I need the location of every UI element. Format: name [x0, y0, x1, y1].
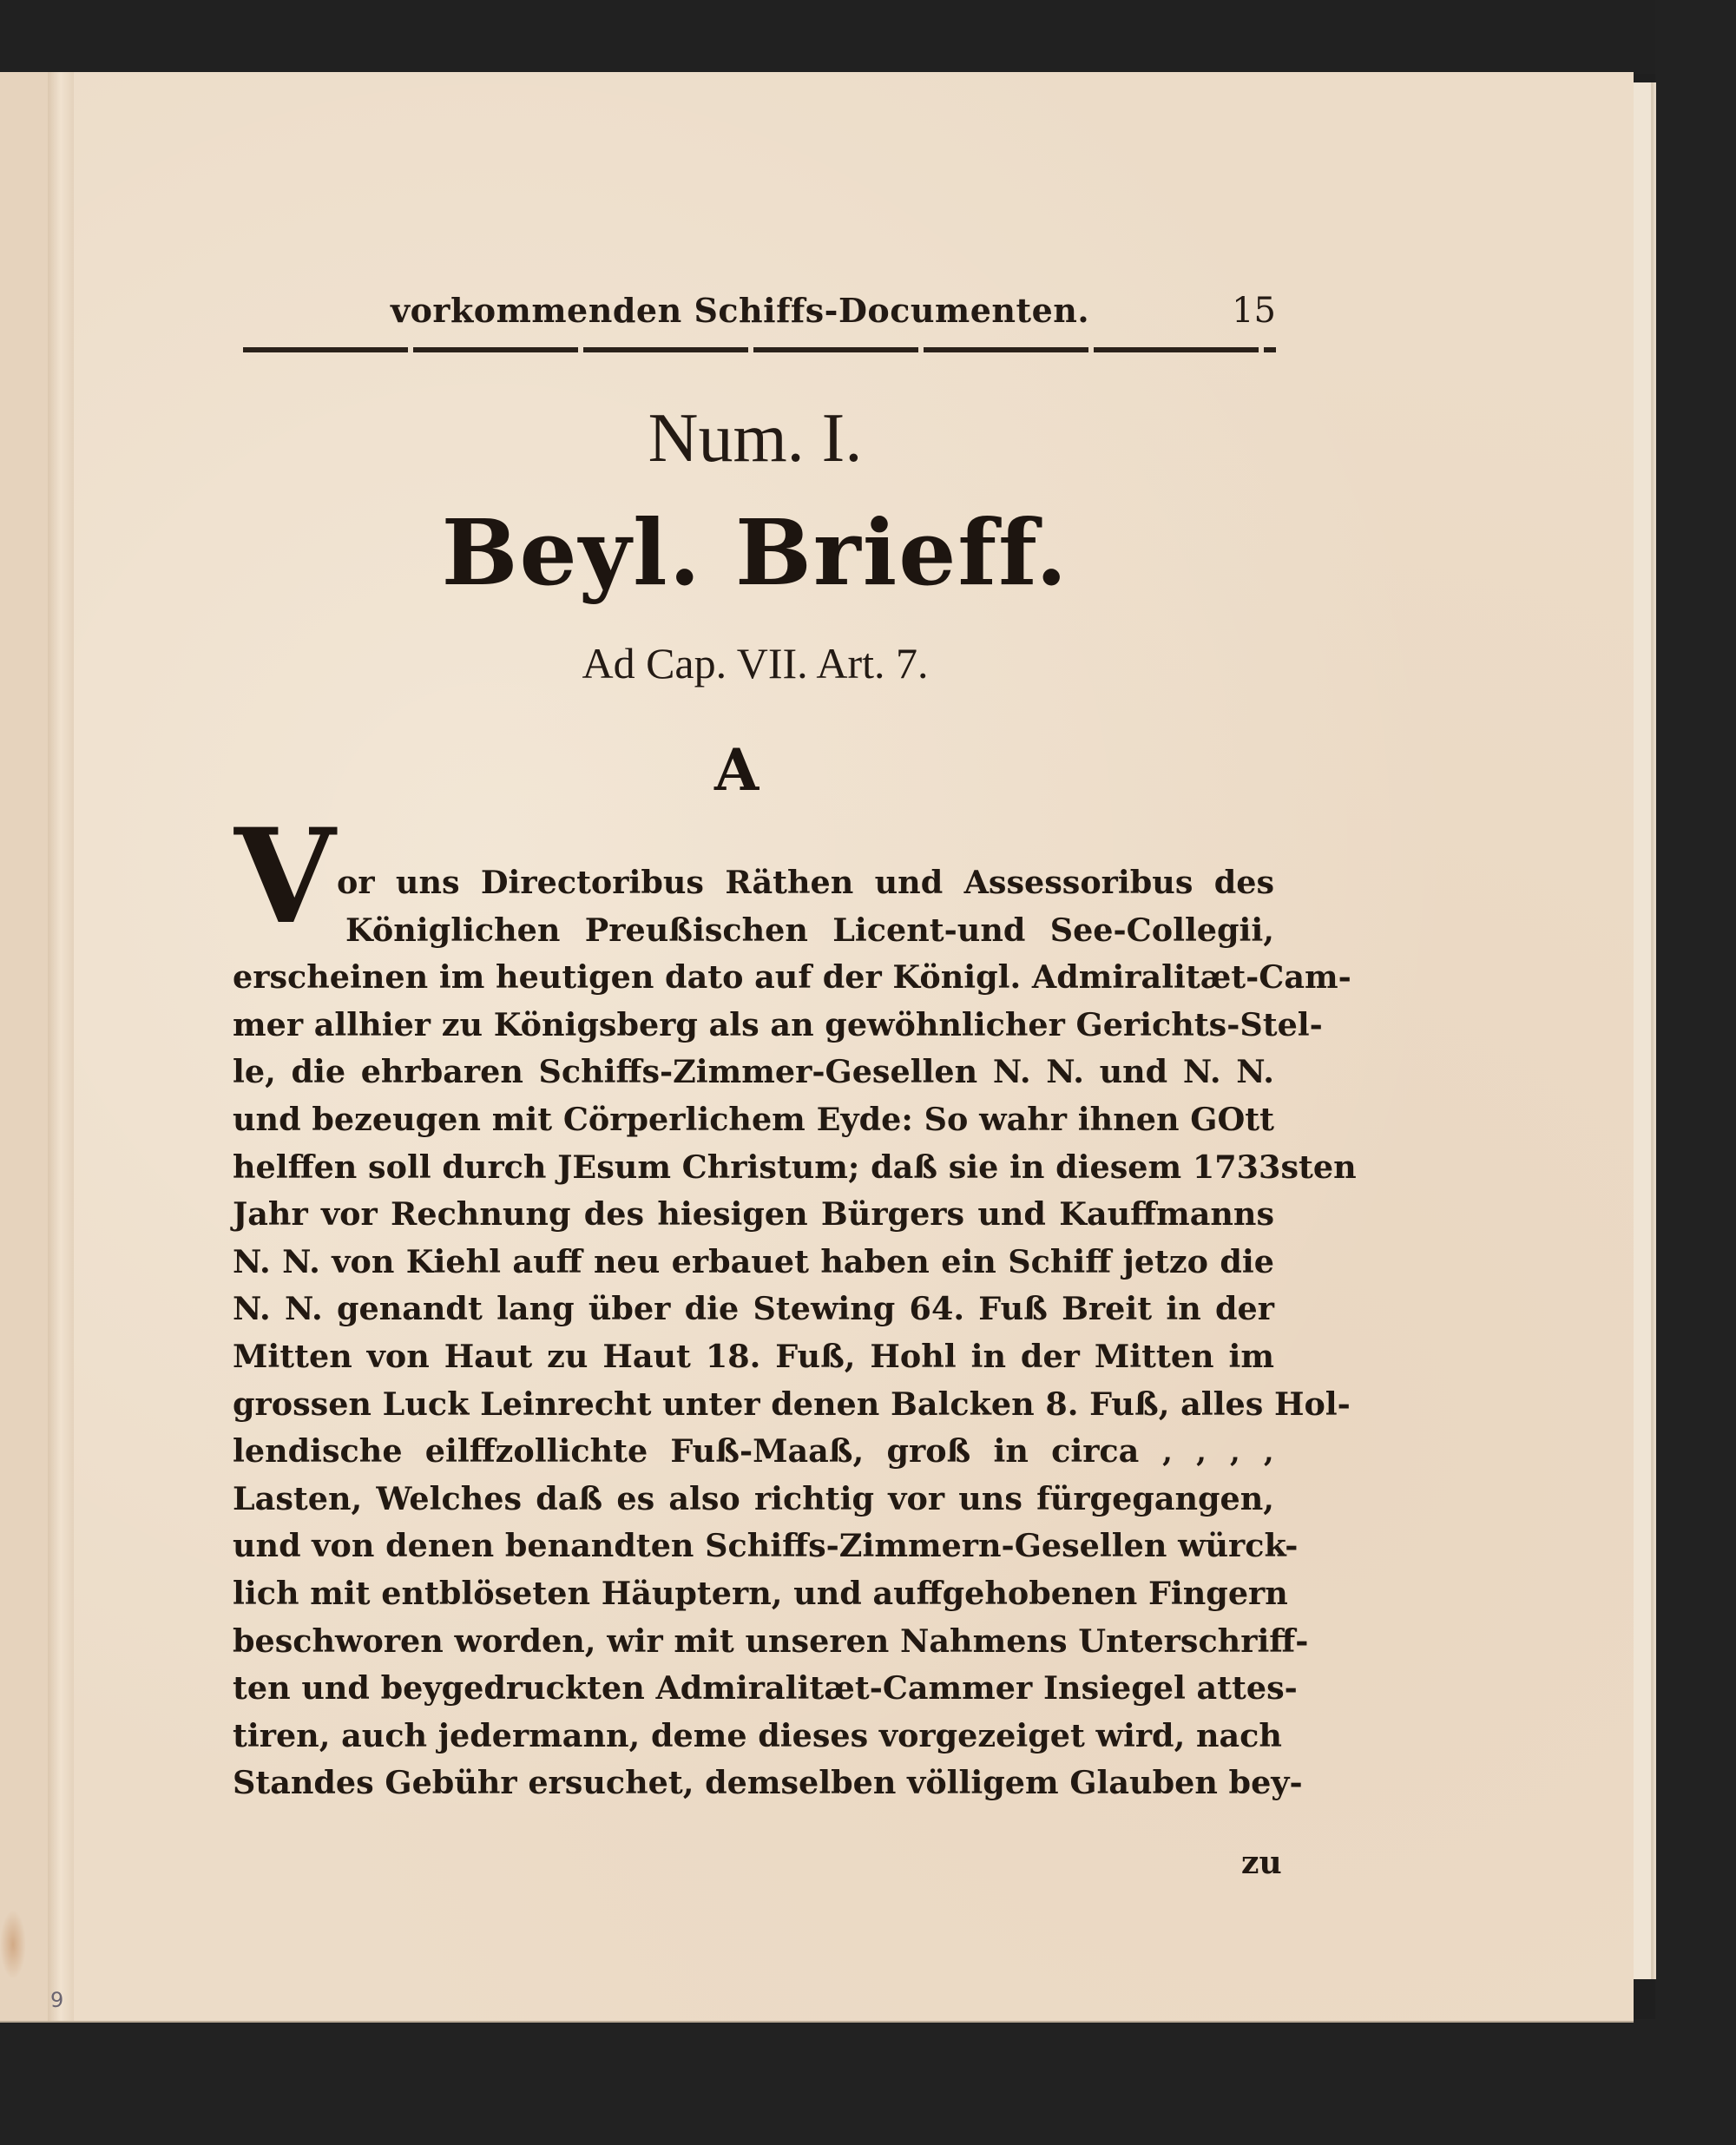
text-line: Königlichen Preußischen Licent-und See-Collegii,	[345, 911, 1274, 949]
scan-backdrop-top	[0, 0, 1736, 74]
text-line: lendische eilffzollichte Fuß-Maaß, groß in circa ‚ ‚ ‚ ‚	[233, 1432, 1274, 1471]
catchword: zu	[1241, 1845, 1282, 1881]
text-line: grossen Luck Leinrecht unter denen Balcken 8. Fuß, alles Hol-	[233, 1385, 1351, 1423]
header-rule	[243, 347, 1276, 352]
document-title: Beyl. Brieff.	[441, 499, 1069, 606]
text-line: lich mit entblöseten Häuptern, und auffgehobenen Fingern	[233, 1574, 1288, 1612]
running-head	[243, 291, 1285, 343]
text-line: und von denen benandten Schiffs-Zimmern-Gesellen würck-	[233, 1527, 1299, 1565]
page-number: 15	[1232, 291, 1276, 331]
document-number: Num. I.	[648, 400, 863, 477]
text-line: helffen soll durch JEsum Christum; daß sie in diesem 1733sten	[233, 1148, 1357, 1186]
text-line: N. N. von Kiehl auff neu erbauet haben ein Schiff jetzo die	[233, 1242, 1274, 1280]
text-line: Jahr vor Rechnung des hiesigen Bürgers und Kauffmanns	[233, 1195, 1274, 1234]
text-line: Lasten, Welches daß es also richtig vor uns fürgegangen,	[233, 1479, 1274, 1517]
text-line: N. N. genandt lang über die Stewing 64. Fuß Breit in der	[233, 1290, 1274, 1328]
scan-backdrop-bottom	[0, 2019, 1736, 2145]
text-line: le, die ehrbaren Schiffs-Zimmer-Gesellen N. N. und N. N.	[233, 1053, 1274, 1091]
foxing-stain	[0, 1910, 26, 1979]
section-letter: A	[714, 736, 760, 804]
text-line: mer allhier zu Königsberg als an gewöhnlicher Gerichts-Stel-	[233, 1005, 1323, 1043]
facing-page-edge	[0, 72, 48, 2021]
text-line: Standes Gebühr ersuchet, demselben völligem Glauben bey-	[233, 1764, 1303, 1802]
drop-cap: V	[234, 800, 336, 953]
text-line: tiren, auch jedermann, deme dieses vorgezeiget wird, nach	[233, 1716, 1282, 1754]
text-line: erscheinen im heutigen dato auf der Königl. Admiralitæt-Cam-	[233, 958, 1351, 997]
text-line: or uns Directoribus Räthen und Assessoribus des	[337, 864, 1274, 901]
text-line: und bezeugen mit Cörperlichem Eyde: So wahr ihnen GOtt	[233, 1100, 1274, 1138]
text-line: ten und beygedruckten Admiralitæt-Cammer Insiegel attes-	[233, 1669, 1298, 1707]
body-text	[233, 859, 1357, 1807]
pencil-margin-note: 9	[50, 1988, 64, 2012]
text-line: beschworen worden, wir mit unseren Nahmens Unterschriff-	[233, 1622, 1309, 1660]
running-title: vorkommenden Schiffs-Documenten.	[391, 291, 1090, 330]
chapter-reference: Ad Cap. VII. Art. 7.	[582, 639, 929, 688]
text-line: Mitten von Haut zu Haut 18. Fuß, Hohl in der Mitten im	[233, 1337, 1274, 1375]
book-gutter	[48, 72, 74, 2021]
scan-backdrop-right	[1655, 0, 1736, 2145]
